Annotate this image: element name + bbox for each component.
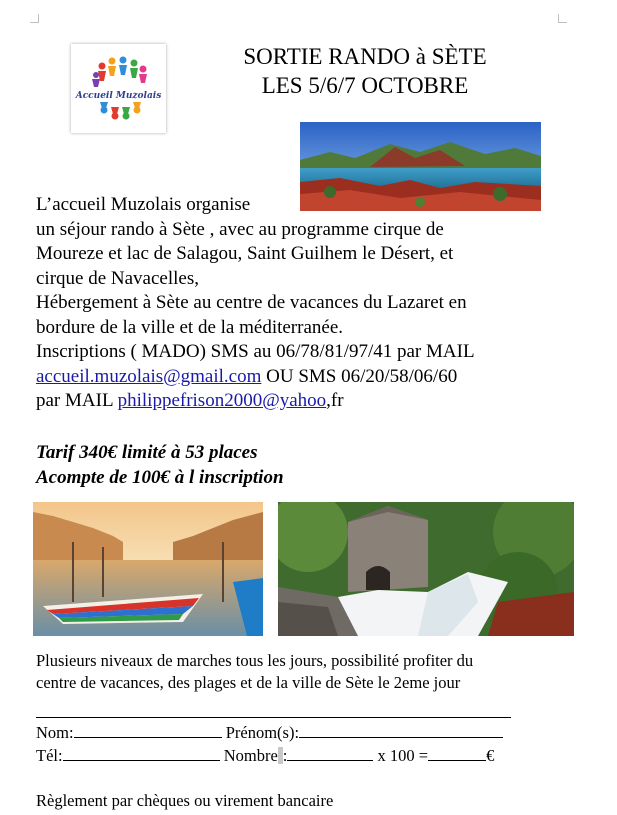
email-suffix-text: ,fr — [326, 390, 344, 411]
niveaux-line-2: centre de vacances, des plages et de la ville de Sète le 2eme jour — [36, 673, 461, 692]
title-line-1: SORTIE RANDO à SÈTE — [243, 44, 487, 69]
title-line-2: LES 5/6/7 OCTOBRE — [261, 73, 469, 98]
prenom-field[interactable] — [299, 725, 503, 738]
people-circle-icon — [71, 44, 166, 133]
par-mail-text: par MAIL — [36, 390, 118, 411]
body-line-8 — [36, 365, 596, 390]
currency-symbol: € — [486, 746, 495, 765]
tarif-line-2: Acompte de 100€ à l inscription — [36, 467, 284, 488]
tarif-line-1: Tarif 340€ limité à 53 places — [36, 442, 258, 463]
email-link-muzolais[interactable]: accueil.muzolais@gmail.com — [36, 365, 262, 387]
nombre-field[interactable] — [287, 748, 373, 761]
logo — [71, 44, 166, 133]
prenom-label: Prénom(s): — [225, 723, 300, 742]
nom-field[interactable] — [74, 725, 222, 738]
sms-text: OU SMS 06/20/58/06/60 — [261, 365, 458, 387]
body-line-1: L’accueil Muzolais organise — [36, 194, 251, 215]
body-line-4: cirque de Navacelles, — [36, 267, 199, 289]
body-line-9 — [36, 389, 596, 414]
niveaux-text — [36, 650, 596, 694]
nom-label: Nom: — [36, 723, 74, 742]
multiplier-label: x 100 = — [377, 746, 429, 765]
nombre-colon: : — [282, 746, 288, 765]
page-corner-mark-left — [30, 14, 39, 23]
body-line-7: Inscriptions ( MADO) SMS au 06/78/81/97/41 par MAIL — [36, 341, 475, 362]
reglement-text: Règlement par chèques ou virement bancaire — [36, 791, 334, 810]
body-line-6: bordure de la ville et de la méditerranée. — [36, 316, 344, 338]
navacelles-waterfall-photo — [278, 502, 574, 636]
tarif-block — [36, 440, 284, 490]
page-corner-mark-right — [558, 14, 567, 23]
body-line-2: un séjour rando à Sète , avec au programme cirque de — [36, 218, 444, 240]
email-link-philippe[interactable]: philippefrison2000@yahoo — [117, 390, 327, 411]
body-line-5: Hébergement à Sète au centre de vacances du Lazaret en — [36, 292, 467, 313]
page-title — [180, 42, 550, 100]
form-row-name — [36, 723, 503, 743]
separator-line — [36, 717, 511, 718]
description-text — [36, 193, 596, 414]
tel-field[interactable] — [63, 748, 220, 761]
niveaux-line-1: Plusieurs niveaux de marches tous les jours, possibilité profiter du — [36, 651, 474, 670]
body-line-3: Moureze et lac de Salagou, Saint Guilhem le Désert, et — [36, 243, 454, 264]
nombre-label: Nombre — [223, 746, 278, 765]
form-row-tel — [36, 746, 494, 766]
logo-text: Accueil Muzolais — [75, 91, 162, 101]
total-field[interactable] — [428, 748, 486, 761]
sete-canal-photo — [33, 502, 263, 636]
tel-label: Tél: — [36, 746, 63, 765]
